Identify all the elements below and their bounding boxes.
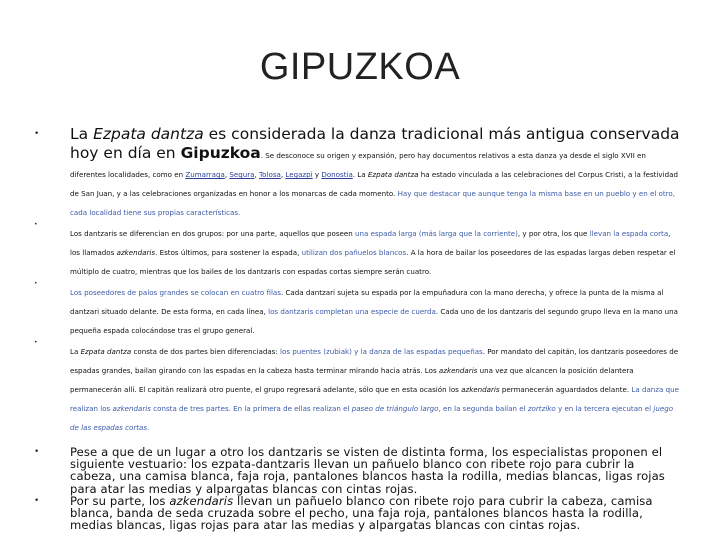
list-item (32, 124, 682, 219)
list-item (32, 495, 682, 532)
bullet-icon: • (34, 495, 40, 506)
list-item (32, 339, 682, 434)
bullet-icon: • (34, 129, 40, 139)
paragraph-four-rows: Los poseedores de palos grandes se colocan en cuatro filas. Cada dantzari sujeta su espada por la empuñadura con la mano derecha, y ofrece la punta de la misma al dantzari situado delante. De esta forma, en cada línea, los dantzaris completan una especie de cuerda. Cada uno de los dantzaris del segundo grupo lleva en la mano una pequeña espada colocándose tras el grupo general. (70, 288, 678, 335)
link-segura[interactable]: Segura (229, 170, 255, 179)
bullet-icon: • (34, 221, 38, 228)
paragraph-ezpata-dantzaris-costume: Pese a que de un lugar a otro los dantzaris se visten de distinta forma, los especialistas proponen el siguiente vestuario: los ezpata-dantzaris llevan un pañuelo blanco con ribete rojo para cubrir la cabeza, una camisa blanca, faja roja, pantalones blancos hasta la rodilla, medias blancas, ligas rojas para atar las medias y alpargatas blancas con cintas rojas. (70, 445, 665, 496)
slide-title: GIPUZKOA (259, 46, 461, 88)
bullet-icon: • (34, 447, 40, 457)
list-item (32, 446, 682, 495)
bullet-list (32, 124, 682, 531)
link-zumarraga[interactable]: Zumarraga (185, 170, 225, 179)
paragraph-dance-parts: La Ezpata dantza consta de dos partes bien diferenciadas: los puentes (zubiak) y la danza de las espadas pequeñas. Por mandato del capitán, los dantzaris poseedores de espadas grandes, bailan girando con las espadas en la cabeza hasta terminar mirando hacia atrás. Los azkendaris una vez que alcancen la posición delantera permanecerán allí. El capitán realizará otro puente, el grupo regresará adelante, sólo que en esta ocasión los azkendaris permanecerán aguardados delante. La danza que realizan los azkendaris consta de tres partes. En la primera de ellas realizan el paseo de triángulo largo, en la segunda bailan el zortziko y en la tercera ejecutan el juego de las espadas cortas. (70, 347, 679, 432)
list-item (32, 280, 682, 337)
paragraph-ezpata-dantza-intro: La Ezpata dantza es considerada la danza tradicional más antigua conservada hoy en día en Gipuzkoa. Se desconoce su origen y expansión, pero hay documentos relativos a esta danza ya desde el siglo XVII en diferentes localidades, como en Zumarraga, Segura, Tolosa, Legazpi y Donostia. La Ezpata dantza ha estado vinculada a las celebraciones del Corpus Cristi, a la festividad de San Juan, y a las celebraciones organizadas en honor a los monarcas de cada momento. Hay que destacar que aunque tenga la misma base en un pueblo y en el otro, cada localidad tiene sus propias características. (70, 125, 680, 217)
paragraph-azkendaris-costume: Por su parte, los azkendaris llevan un pañuelo blanco con ribete rojo para cubrir la cabeza, camisa blanca, banda de seda cruzada sobre el pecho, una faja roja, pantalones blancos hasta la rodilla, medias blancas, ligas rojas para atar las medias y alpargatas blancas con cintas rojas. (70, 493, 653, 533)
link-tolosa[interactable]: Tolosa (259, 170, 281, 179)
paragraph-dantzari-groups: Los dantzaris se diferencian en dos grupos: por una parte, aquellos que poseen una espada larga (más larga que la corriente), y por otra, los que llevan la espada corta, los llamados azkendaris. Estos últimos, para sostener la espada, utilizan dos pañuelos blancos. A la hora de bailar los poseedores de las espadas largas deben respetar el múltiplo de cuatro, mientras que los bailes de los dantzaris con espadas cortas siempre serán cuatro. (70, 229, 676, 276)
link-donostia[interactable]: Donostia (321, 170, 353, 179)
bullet-icon: • (34, 339, 38, 346)
bullet-icon: • (34, 280, 38, 287)
link-legazpi[interactable]: Legazpi (285, 170, 313, 179)
list-item (32, 221, 682, 278)
